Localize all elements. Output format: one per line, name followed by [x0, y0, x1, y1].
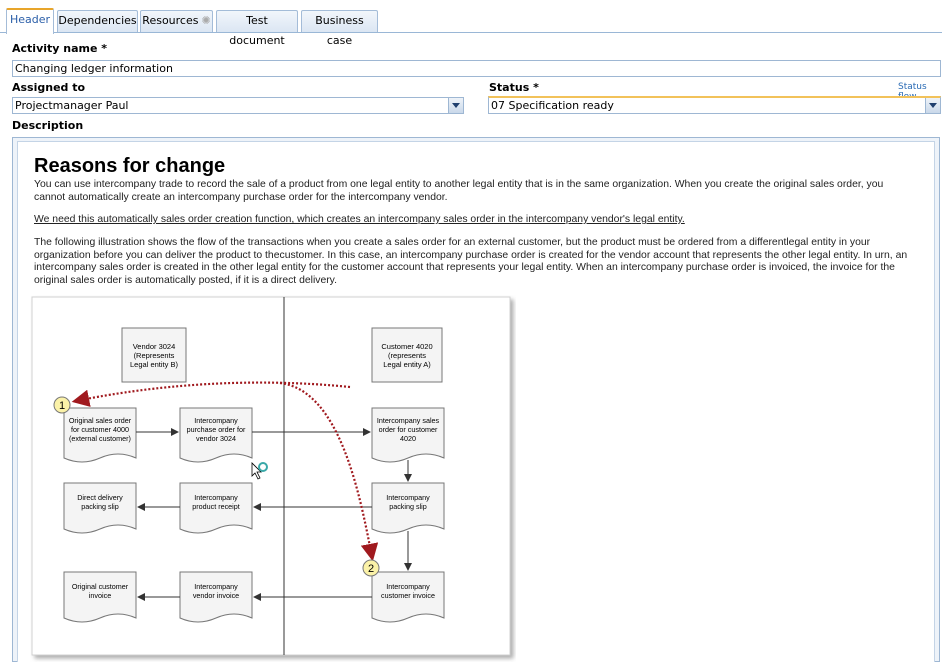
original-sales-order-line-1: Original sales order	[68, 416, 132, 425]
marker-2-label: 2	[367, 563, 375, 575]
ic-sales-order-line-1: Intercompany sales	[376, 416, 440, 425]
marker-1-label: 1	[58, 400, 66, 412]
tab-bar	[0, 0, 942, 47]
ic-sales-order-doc	[372, 408, 444, 462]
ic-sales-order-line-3: 4020	[400, 434, 416, 443]
activity-name-label: Activity name *	[12, 42, 108, 55]
ic-product-receipt-line-1: Intercompany	[194, 493, 238, 502]
description-label: Description	[12, 119, 84, 132]
status-label: Status *	[489, 81, 539, 94]
paragraph-2: We need this automatically sales order creation function, which creates an intercompany sales order in the intercompany vendor's legal entity.	[34, 214, 685, 225]
ic-packing-slip-doc	[372, 483, 444, 533]
status-value: 07 Specification ready	[491, 99, 614, 112]
direct-delivery-line-1: Direct delivery	[77, 493, 123, 502]
customer-box-line-3: Legal entity A)	[383, 360, 431, 369]
tab-resources[interactable]	[140, 10, 213, 32]
ic-product-receipt-line-2: product receipt	[192, 502, 240, 511]
ic-customer-invoice-line-2: customer invoice	[381, 591, 435, 600]
original-sales-order-doc	[64, 408, 136, 462]
paragraph-3: The following illustration shows the flow of the transactions when you create a sales order for an external customer, but the product must be ordered from a differentlegal entity in your organization before you can deliver the product to thecustomer. In this case, an intercompany purchase order is created for the vendor account that represents the other legal entity. In urn, an intercompany sales order is created in the other legal entity for the customer account that represents your legal entity. When an intercompany purchase order is invoiced, the invoice for the original sales order is automatically posted, if it is a direct delivery.	[34, 237, 908, 286]
document-title: Reasons for change	[34, 155, 226, 177]
ic-vendor-invoice-line-2: vendor invoice	[192, 591, 240, 600]
ic-purchase-order-line-1: Intercompany	[194, 416, 238, 425]
original-sales-order-line-3: (external customer)	[69, 434, 131, 443]
loading-spinner-icon: ✺	[201, 14, 211, 27]
ic-purchase-order-doc	[180, 408, 252, 462]
original-invoice-line-1: Original customer	[71, 582, 129, 591]
tab-dependencies[interactable]: Dependencies	[57, 10, 138, 32]
status-select[interactable]	[488, 96, 941, 114]
vendor-box-line-2: (Represents	[133, 351, 175, 360]
vendor-box-line-1: Vendor 3024	[132, 342, 176, 351]
ic-purchase-order-line-2: purchase order for	[186, 425, 246, 434]
assigned-to-select[interactable]	[12, 97, 464, 114]
assigned-to-label: Assigned to	[12, 81, 86, 94]
chevron-down-icon[interactable]	[925, 98, 940, 113]
ic-packing-slip-line-2: packing slip	[389, 502, 427, 511]
original-sales-order-line-2: for customer 4000	[71, 425, 129, 434]
ic-customer-invoice-doc	[372, 572, 444, 622]
original-invoice-doc	[64, 572, 136, 622]
marker-1	[54, 397, 70, 413]
tab-header[interactable]: Header	[6, 8, 54, 34]
activity-name-input[interactable]: Changing ledger information	[12, 60, 941, 77]
ic-sales-order-line-2: order for customer	[378, 425, 438, 434]
tab-business-case[interactable]: Business case	[301, 10, 378, 32]
assigned-to-value: Projectmanager Paul	[15, 99, 129, 112]
vendor-box	[122, 328, 186, 382]
customer-box-line-1: Customer 4020	[381, 342, 433, 351]
intercompany-flow-diagram	[30, 295, 516, 662]
tab-test-document[interactable]: Test document	[216, 10, 298, 32]
paragraph-1: You can use intercompany trade to record the sale of a product from one legal entity to another legal entity that is in the same organization. When you create the original sales order, you cannot automatically create an intercompany purchase order for the intercompany vendor.	[34, 179, 884, 203]
chevron-down-icon[interactable]	[448, 98, 463, 113]
ic-packing-slip-line-1: Intercompany	[386, 493, 430, 502]
customer-box	[372, 328, 442, 382]
customer-box-line-2: (represents	[388, 351, 426, 360]
tab-resources-label: Resources	[142, 14, 199, 27]
ic-product-receipt-doc	[180, 483, 252, 533]
vendor-box-line-3: Legal entity B)	[130, 360, 178, 369]
ic-vendor-invoice-doc	[180, 572, 252, 622]
direct-delivery-doc	[64, 483, 136, 533]
status-flow-link[interactable]: Status	[898, 82, 927, 92]
direct-delivery-line-2: packing slip	[81, 502, 119, 511]
ic-customer-invoice-line-1: Intercompany	[386, 582, 430, 591]
ic-purchase-order-line-3: vendor 3024	[196, 434, 236, 443]
marker-2	[363, 560, 379, 576]
ic-vendor-invoice-line-1: Intercompany	[194, 582, 238, 591]
original-invoice-line-2: invoice	[88, 591, 112, 600]
